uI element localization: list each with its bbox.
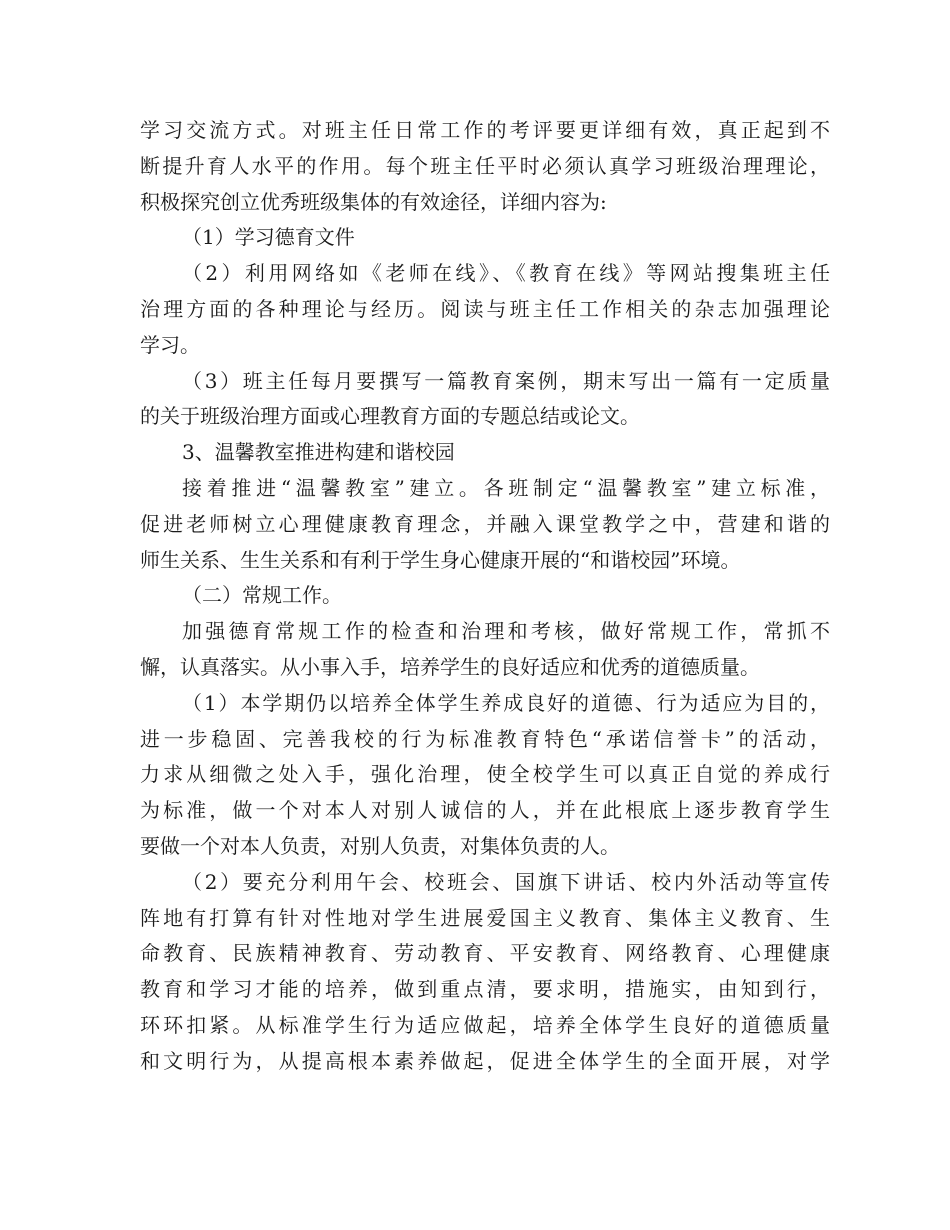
text-line: 治理方面的各种理论与经历。阅读与班主任工作相关的杂志加强理论 <box>140 296 830 321</box>
text-line: 阵地有打算有针对性地对学生进展爱国主义教育、集体主义教育、生 <box>140 905 830 930</box>
text-line: 的关于班级治理方面或心理教育方面的专题总结或论文。 <box>140 404 640 429</box>
text-line: 断提升育人水平的作用。每个班主任平时必须认真学习班级治理理论， <box>140 153 830 178</box>
text-line: 进一步稳固、完善我校的行为标准教育特色“承诺信誉卡”的活动， <box>140 726 830 751</box>
text-line: 命教育、民族精神教育、劳动教育、平安教育、网络教育、心理健康 <box>140 941 830 966</box>
text-line: 积极探究创立优秀班级集体的有效途径，详细内容为: <box>140 189 607 214</box>
text-line: 学习交流方式。对班主任日常工作的考评要更详细有效，真正起到不 <box>140 118 830 142</box>
text-line: 师生关系、生生关系和有利于学生身心健康开展的“和谐校园”环境。 <box>140 547 741 572</box>
text-line: 懈，认真落实。从小事入手，培养学生的良好适应和优秀的道德质量。 <box>140 654 760 679</box>
section-heading: 3、温馨教室推进构建和谐校园 <box>182 440 455 465</box>
text-line: 环环扣紧。从标准学生行为适应做起，培养全体学生良好的道德质量 <box>140 1012 830 1037</box>
text-line: 要做一个对本人负责，对别人负责，对集体负责的人。 <box>140 833 620 858</box>
list-item: （2）利用网络如《老师在线》、《教育在线》等网站搜集班主任 <box>182 261 830 286</box>
text-line: 学习。 <box>140 332 200 357</box>
text-line: 教育和学习才能的培养，做到重点清，要求明，措施实，由知到行， <box>140 977 830 1002</box>
text-line: 和文明行为，从提高根本素养做起，促进全体学生的全面开展，对学 <box>140 1048 830 1073</box>
list-item: （2）要充分利用午会、校班会、国旗下讲话、校内外活动等宣传 <box>182 869 830 894</box>
document-body <box>140 113 830 1080</box>
list-item: （3）班主任每月要撰写一篇教育案例，期末写出一篇有一定质量 <box>182 368 830 393</box>
list-item: （1）本学期仍以培养全体学生养成良好的道德、行为适应为目的， <box>182 690 830 715</box>
paragraph-line: 加强德育常规工作的检查和治理和考核，做好常规工作，常抓不 <box>182 619 830 644</box>
text-line: 力求从细微之处入手，强化治理，使全校学生可以真正自觉的养成行 <box>140 762 830 787</box>
text-line: 促进老师树立心理健康教育理念，并融入课堂教学之中，营建和谐的 <box>140 511 830 536</box>
list-item: （1）学习德育文件 <box>182 225 355 250</box>
section-heading: （二）常规工作。 <box>182 583 342 608</box>
text-line: 为标准，做一个对本人对别人诚信的人，并在此根底上逐步教育学生 <box>140 798 830 823</box>
paragraph-line: 接着推进“温馨教室”建立。各班制定“温馨教室”建立标准， <box>182 475 830 500</box>
